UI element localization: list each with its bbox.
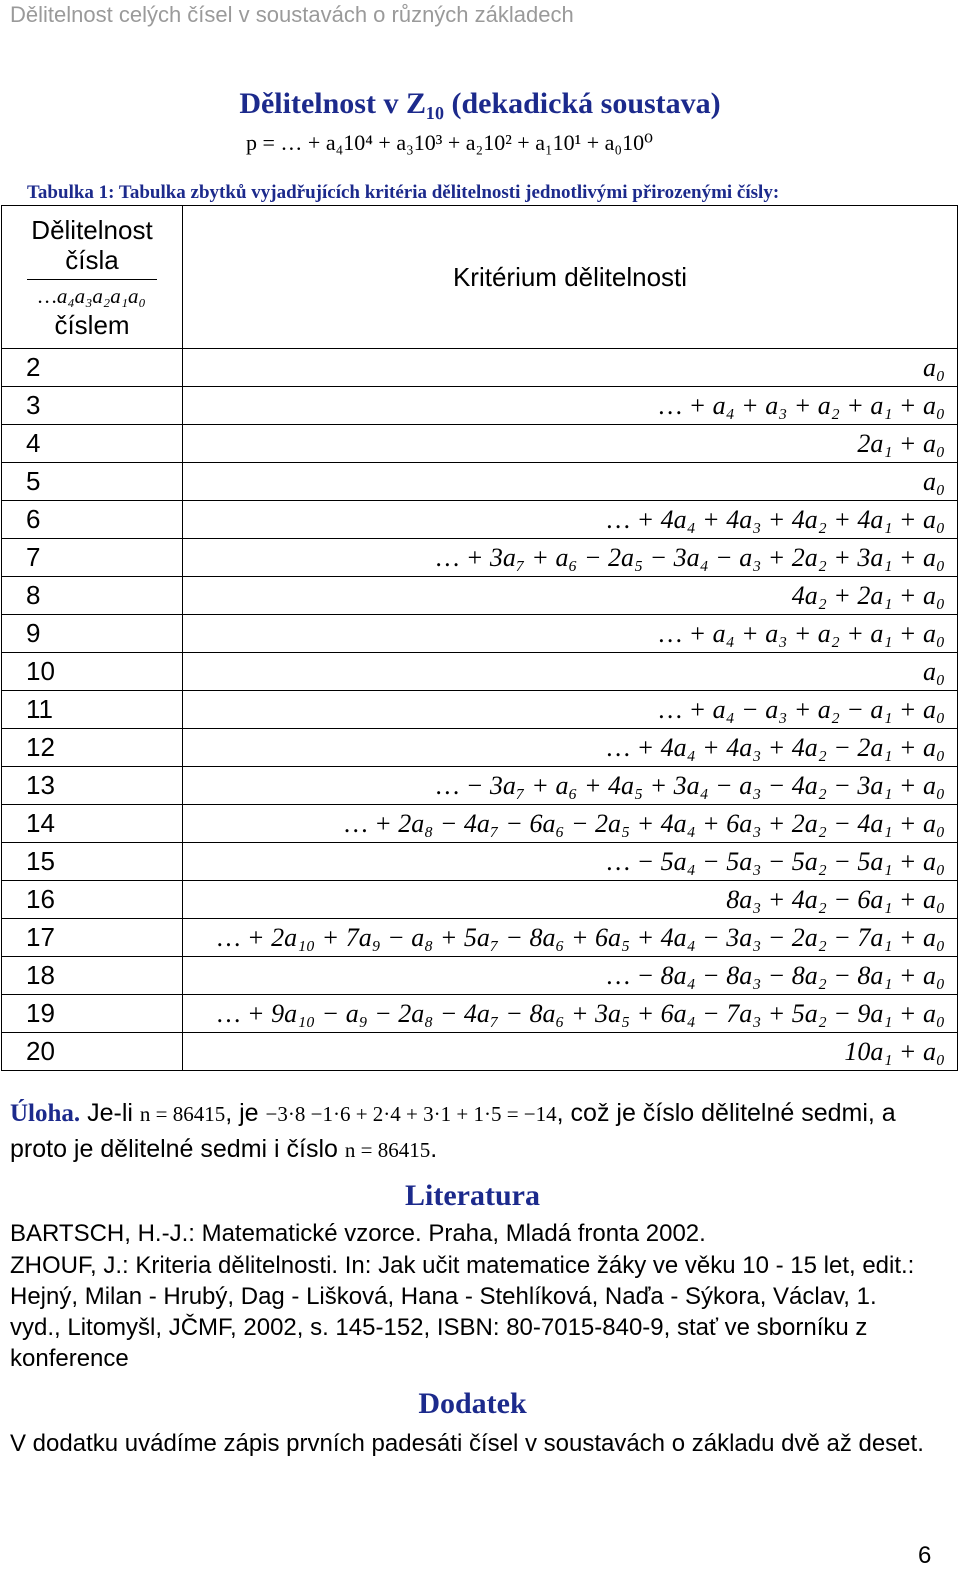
divisor-cell: 7 <box>2 539 183 577</box>
divisor-cell: 19 <box>2 995 183 1033</box>
reference-2: ZHOUF, J.: Kriteria dělitelnosti. In: Jak učit matematice žáky ve věku 10 - 15 let, edit.: Hejný, Milan - Hrubý, Dag - Lišková, Hana - Stehlíková, Naďa - Sýkora, Václav, 1. vyd., Litomyšl, JČMF, 2002, s. 145-152, ISBN: 80-7015-840-9, stať ve sborníku z konference <box>10 1252 915 1372</box>
criterion-cell: … + 9a₁₀ − a₉ − 2a₈ − 4a₇ − 8a₆ + 3a₅ + 6a₄ − 7a₃ + 5a₂ − 9a₁ + a₀ <box>183 995 958 1033</box>
task-math-1: n = 86415 <box>139 1102 226 1126</box>
task-math-2: −3·8 −1·6 + 2·4 + 3·1 + 1·5 = −14 <box>265 1102 557 1126</box>
table-row <box>2 539 958 577</box>
criterion-cell: 10a₁ + a₀ <box>183 1033 958 1071</box>
task-label: Úloha. <box>10 1100 81 1127</box>
divisor-cell: 3 <box>2 387 183 425</box>
criterion-cell: … + a₄ − a₃ + a₂ − a₁ + a₀ <box>183 691 958 729</box>
criterion-cell: a₀ <box>183 463 958 501</box>
header-line1: Dělitelnost <box>31 214 153 245</box>
criterion-cell: … − 8a₄ − 8a₃ − 8a₂ − 8a₁ + a₀ <box>183 957 958 995</box>
expansion-formula: p = … + a₄10⁴ + a₃10³ + a₂10² + a₁10¹ + a₀10⁰ <box>246 130 653 155</box>
divisor-cell: 13 <box>2 767 183 805</box>
criterion-cell: … + 3a₇ + a₆ − 2a₅ − 3a₄ − a₃ + 2a₂ + 3a₁ + a₀ <box>183 539 958 577</box>
table-row <box>2 577 958 615</box>
reference-1: BARTSCH, H.-J.: Matematické vzorce. Praha, Mladá fronta 2002. <box>10 1220 706 1247</box>
table-row <box>2 919 958 957</box>
header-cell-criterion: Kritérium dělitelnosti <box>183 206 958 349</box>
table-row <box>2 729 958 767</box>
criterion-cell: … + 4a₄ + 4a₃ + 4a₂ + 4a₁ + a₀ <box>183 501 958 539</box>
table-row <box>2 1033 958 1071</box>
divisor-cell: 8 <box>2 577 183 615</box>
divisor-cell: 12 <box>2 729 183 767</box>
header-divider <box>27 279 157 280</box>
table-row <box>2 615 958 653</box>
criterion-cell: 2a₁ + a₀ <box>183 425 958 463</box>
header-line3: číslem <box>54 309 130 340</box>
appendix-heading: Dodatek <box>418 1387 527 1420</box>
divisor-cell: 2 <box>2 349 183 387</box>
table-row <box>2 767 958 805</box>
divisor-cell: 9 <box>2 615 183 653</box>
task-math-3: n = 86415 <box>344 1138 431 1162</box>
divisor-cell: 11 <box>2 691 183 729</box>
page-number: 6 <box>918 1542 932 1569</box>
criterion-cell: … − 3a₇ + a₆ + 4a₅ + 3a₄ − a₃ − 4a₂ − 3a₁ + a₀ <box>183 767 958 805</box>
criterion-cell: … + 2a₈ − 4a₇ − 6a₆ − 2a₅ + 4a₄ + 6a₃ + 2a₂ − 4a₁ + a₀ <box>183 805 958 843</box>
table-row <box>2 957 958 995</box>
table-row <box>2 387 958 425</box>
section-title: Dělitelnost v Z₁₀ (dekadická soustava) <box>239 87 721 120</box>
criteria-table <box>1 205 958 1071</box>
table-row <box>2 805 958 843</box>
criterion-cell: a₀ <box>183 653 958 691</box>
literature-heading: Literatura <box>405 1179 540 1212</box>
table-row <box>2 653 958 691</box>
divisor-cell: 4 <box>2 425 183 463</box>
table-row <box>2 425 958 463</box>
divisor-cell: 14 <box>2 805 183 843</box>
divisor-cell: 5 <box>2 463 183 501</box>
header-line2: čísla <box>65 244 119 275</box>
table-row <box>2 349 958 387</box>
criterion-cell: … + 4a₄ + 4a₃ + 4a₂ − 2a₁ + a₀ <box>183 729 958 767</box>
table-row <box>2 501 958 539</box>
divisor-cell: 6 <box>2 501 183 539</box>
criterion-cell: 8a₃ + 4a₂ − 6a₁ + a₀ <box>183 881 958 919</box>
table-row <box>2 691 958 729</box>
table-caption: Tabulka 1: Tabulka zbytků vyjadřujících kritéria dělitelnosti jednotlivými přirozenými čísly: <box>27 182 780 203</box>
running-header: Dělitelnost celých čísel v soustavách o různých základech <box>10 2 574 27</box>
divisor-cell: 15 <box>2 843 183 881</box>
criterion-cell: … + a₄ + a₃ + a₂ + a₁ + a₀ <box>183 387 958 425</box>
task-paragraph: Úloha. Je-li n = 86415, je −3·8 −1·6 + 2·4 + 3·1 + 1·5 = −14, což je číslo dělitelné sedmi, a proto je dělitelné sedmi i číslo n = 86415. <box>10 1099 896 1163</box>
table-row <box>2 843 958 881</box>
table-row <box>2 995 958 1033</box>
appendix-text: V dodatku uvádíme zápis prvních padesáti čísel v soustavách o základu dvě až deset. <box>10 1430 924 1457</box>
table-row <box>2 881 958 919</box>
divisor-cell: 17 <box>2 919 183 957</box>
header-cell-number <box>2 206 183 349</box>
criterion-cell: a₀ <box>183 349 958 387</box>
header-digits: …a₄a₃a₂a₁a₀ <box>38 283 146 308</box>
divisor-cell: 10 <box>2 653 183 691</box>
criterion-cell: … + a₄ + a₃ + a₂ + a₁ + a₀ <box>183 615 958 653</box>
divisor-cell: 20 <box>2 1033 183 1071</box>
divisor-cell: 18 <box>2 957 183 995</box>
criterion-cell: … − 5a₄ − 5a₃ − 5a₂ − 5a₁ + a₀ <box>183 843 958 881</box>
table-row <box>2 463 958 501</box>
divisor-cell: 16 <box>2 881 183 919</box>
criterion-cell: … + 2a₁₀ + 7a₉ − a₈ + 5a₇ − 8a₆ + 6a₅ + 4a₄ − 3a₃ − 2a₂ − 7a₁ + a₀ <box>183 919 958 957</box>
criterion-cell: 4a₂ + 2a₁ + a₀ <box>183 577 958 615</box>
